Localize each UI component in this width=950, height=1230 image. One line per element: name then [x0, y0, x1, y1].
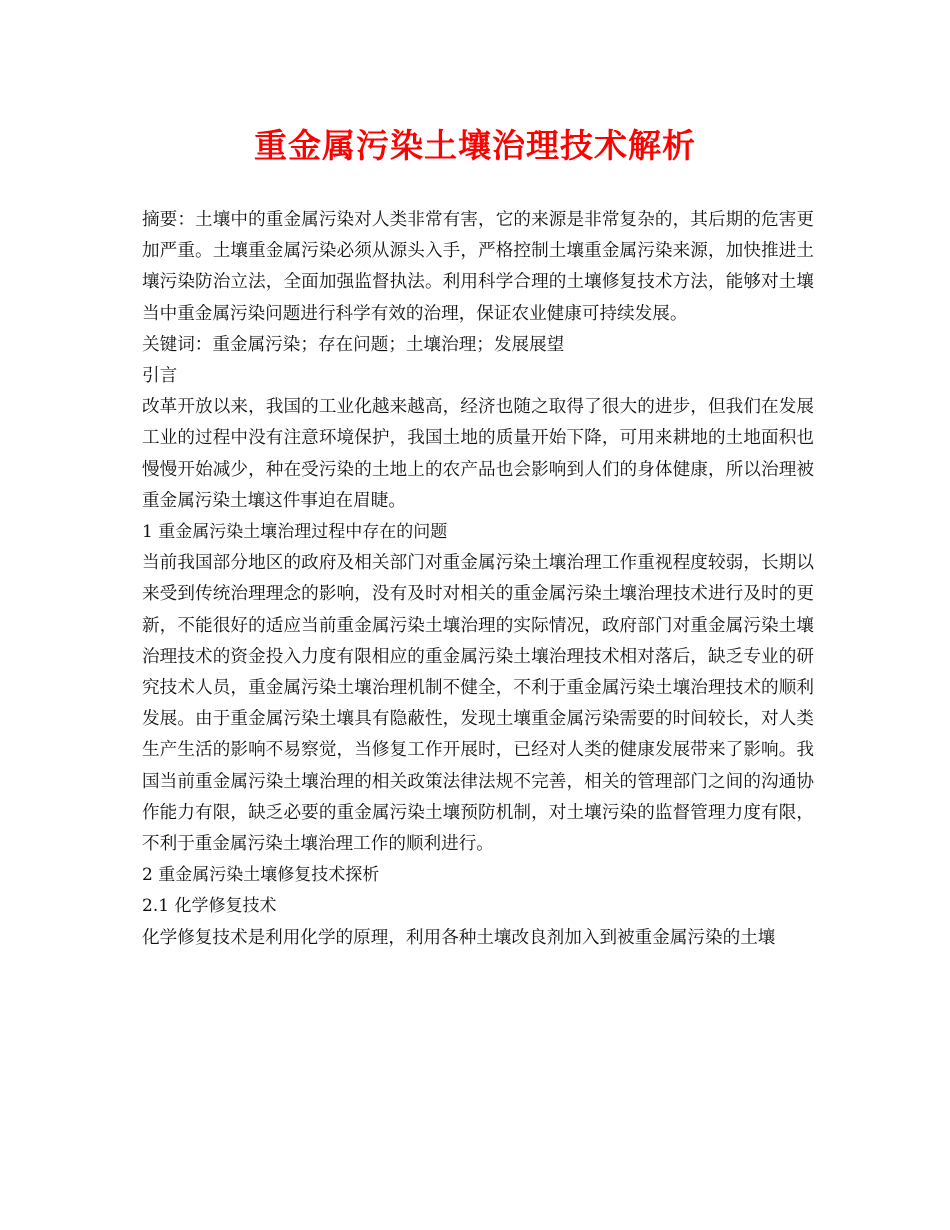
- section-2-heading: 2 重金属污染土壤修复技术探析: [142, 865, 380, 886]
- intro-heading: 引言: [142, 366, 178, 387]
- intro-paragraph: 改革开放以来，我国的工业化越来越高，经济也随之取得了很大的进步，但我们在发展工业的过程中没有注意环境保护，我国土地的质量开始下降，可用来耕地的土地面积也慢慢开始减少，种在受污染的土地上的农产品也会影响到人们的身体健康，所以治理被重金属污染土壤这件事迫在眉睫。: [142, 397, 814, 511]
- abstract-paragraph: 摘要：土壤中的重金属污染对人类非常有害，它的来源是非常复杂的，其后期的危害更加严重。土壤重金属污染必须从源头入手，严格控制土壤重金属污染来源，加快推进土壤污染防治立法，全面加强监督执法。利用科学合理的土壤修复技术方法，能够对土壤当中重金属污染问题进行科学有效的治理，保证农业健康可持续发展。: [142, 210, 814, 324]
- section-1-paragraph: 当前我国部分地区的政府及相关部门对重金属污染土壤治理工作重视程度较弱，长期以来受到传统治理理念的影响，没有及时对相关的重金属污染土壤治理技术进行及时的更新，不能很好的适应当前重金属污染土壤治理的实际情况，政府部门对重金属污染土壤治理技术的资金投入力度有限相应的重金属污染土壤治理技术相对落后，缺乏专业的研究技术人员，重金属污染土壤治理机制不健全，不利于重金属污染土壤治理技术的顺利发展。由于重金属污染土壤具有隐蔽性，发现土壤重金属污染需要的时间较长，对人类生产生活的影响不易察觉，当修复工作开展时，已经对人类的健康发展带来了影响。我国当前重金属污染土壤治理的相关政策法律法规不完善，相关的管理部门之间的沟通协作能力有限，缺乏必要的重金属污染土壤预防机制，对土壤污染的监督管理力度有限，不利于重金属污染土壤治理工作的顺利进行。: [142, 553, 814, 855]
- document-title: 重金属污染土壤治理技术解析: [254, 126, 696, 165]
- document-body: [142, 205, 814, 954]
- keywords-line: 关键词：重金属污染；存在问题；土壤治理；发展展望: [142, 334, 565, 355]
- section-2-1-heading: 2.1 化学修复技术: [142, 896, 277, 917]
- section-2-1-paragraph: 化学修复技术是利用化学的原理，利用各种土壤改良剂加入到被重金属污染的土壤: [142, 927, 776, 948]
- section-1-heading: 1 重金属污染土壤治理过程中存在的问题: [142, 522, 448, 543]
